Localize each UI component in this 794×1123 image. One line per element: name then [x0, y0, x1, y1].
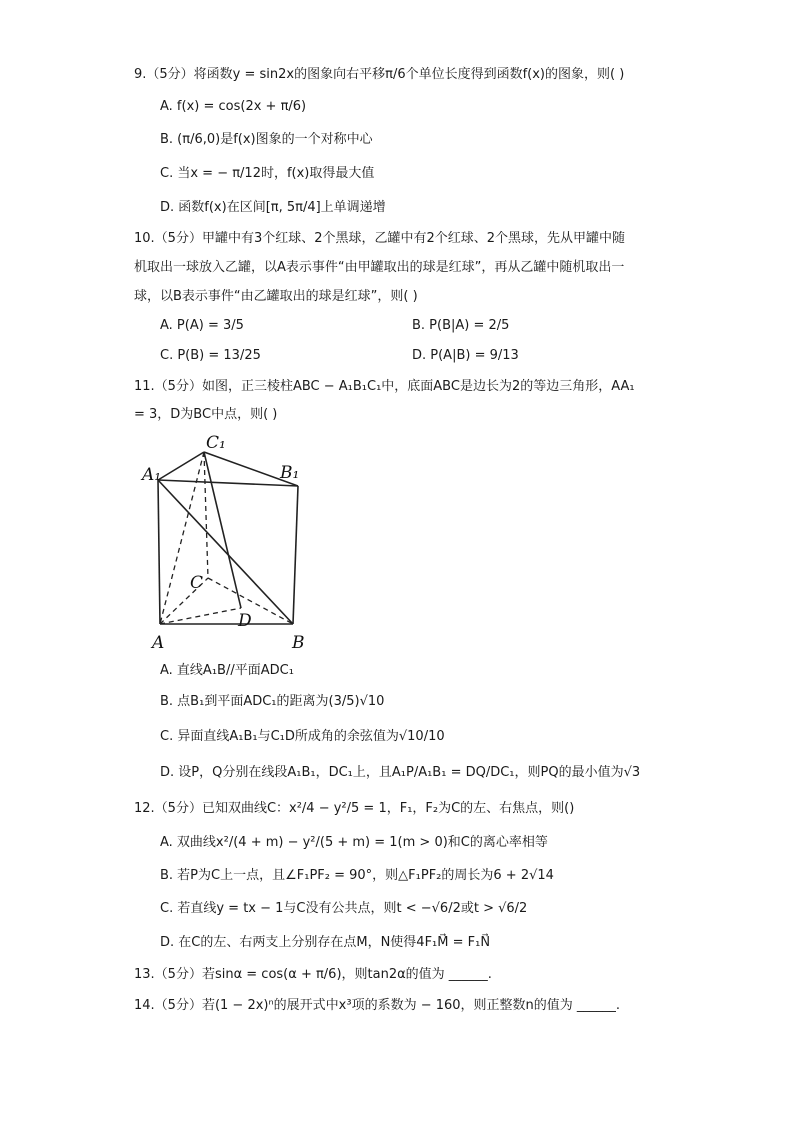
- q10-stem-line-1: 10.（5分）甲罐中有3个红球、2个黑球，乙罐中有2个红球、2个黑球，先从甲罐中随: [134, 231, 626, 246]
- q9-option-c: C. 当x = − π/12时，f(x)取得最大值: [160, 166, 375, 181]
- q10-option-d: D. P(A|B) = 9/13: [412, 348, 519, 363]
- q11-option-c: C. 异面直线A₁B₁与C₁D所成角的余弦值为√10/10: [160, 729, 445, 744]
- q14-stem: 14.（5分）若(1 − 2x)ⁿ的展开式中x³项的系数为 − 160，则正整数n的值为 ______.: [134, 998, 621, 1013]
- q13-stem: 13.（5分）若sinα = cos(α + π/6)，则tan2α的值为 ______.: [134, 967, 492, 982]
- q12-option-c: C. 若直线y = tx − 1与C没有公共点，则t < −√6/2或t > √6/2: [160, 901, 528, 916]
- q10-option-b: B. P(B|A) = 2/5: [412, 318, 510, 333]
- label-b: B: [292, 633, 305, 653]
- q11-option-d: D. 设P，Q分别在线段A₁B₁，DC₁上，且A₁P/A₁B₁ = DQ/DC₁，则PQ的最小值为√3: [160, 765, 641, 780]
- q12-option-b: B. 若P为C上一点，且∠F₁PF₂ = 90°，则△F₁PF₂的周长为6 + 2√14: [160, 868, 554, 883]
- q11-stem-line-2: = 3，D为BC中点，则( ): [134, 407, 278, 422]
- edge-b1-b: [293, 486, 298, 624]
- q9-option-d: D. 函数f(x)在区间[π, 5π/4]上单调递增: [160, 200, 386, 215]
- label-a: A: [152, 633, 165, 653]
- label-c: C: [190, 573, 204, 593]
- q10-option-c: C. P(B) = 13/25: [160, 348, 261, 363]
- q11-stem-line-1: 11.（5分）如图，正三棱柱ABC − A₁B₁C₁中，底面ABC是边长为2的等边三角形，AA₁: [134, 379, 635, 394]
- q12-option-a: A. 双曲线x²/(4 + m) − y²/(5 + m) = 1(m > 0)和C的离心率相等: [160, 835, 548, 850]
- q10-stem-line-2: 机取出一球放入乙罐，以A表示事件“由甲罐取出的球是红球”，再从乙罐中随机取出一: [134, 260, 625, 275]
- q12-stem: 12.（5分）已知双曲线C：x²/4 − y²/5 = 1，F₁，F₂为C的左、右焦点，则(): [134, 801, 575, 816]
- label-a1: A₁: [142, 465, 162, 485]
- q10-option-a: A. P(A) = 3/5: [160, 318, 244, 333]
- q9-stem: 9.（5分）将函数y = sin2x的图象向右平移π/6个单位长度得到函数f(x)的图象，则( ): [134, 67, 625, 82]
- label-b1: B₁: [280, 463, 300, 483]
- edge-a1-a: [158, 480, 160, 624]
- q11-option-a: A. 直线A₁B//平面ADC₁: [160, 663, 294, 678]
- edge-c1-c-hidden: [204, 452, 208, 578]
- label-d: D: [238, 611, 252, 631]
- line-c1-d: [204, 452, 241, 608]
- line-a-d-hidden: [160, 608, 241, 624]
- q9-option-b: B. (π/6,0)是f(x)图象的一个对称中心: [160, 132, 373, 147]
- q11-option-b: B. 点B₁到平面ADC₁的距离为(3/5)√10: [160, 694, 385, 709]
- q9-option-a: A. f(x) = cos(2x + π/6): [160, 99, 307, 114]
- edge-a1-b1: [158, 480, 298, 486]
- label-c1: C₁: [206, 433, 226, 453]
- line-c1-a-hidden: [160, 452, 204, 624]
- edge-a1-c1: [158, 452, 204, 480]
- q10-stem-line-3: 球，以B表示事件“由乙罐取出的球是红球”，则( ): [134, 289, 418, 304]
- prism-figure: [138, 428, 318, 656]
- q12-option-d: D. 在C的左、右两支上分别存在点M，N使得4F₁M⃗ = F₁N⃗: [160, 935, 491, 950]
